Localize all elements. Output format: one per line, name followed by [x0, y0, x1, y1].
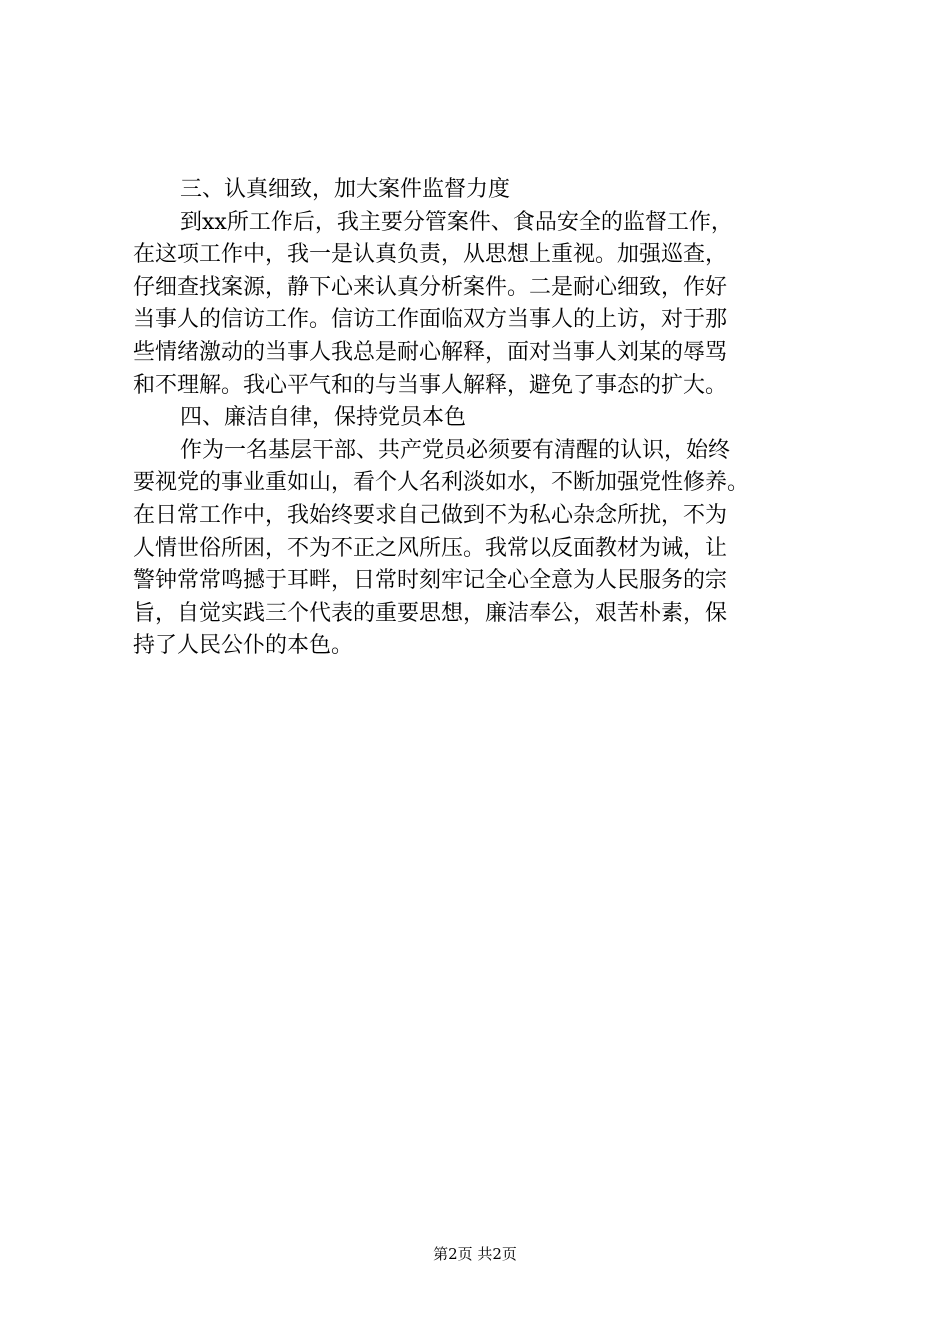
paragraph-line: 在这项工作中，我一是认真负责，从思想上重视。加强巡查，: [133, 242, 728, 268]
section-heading: 四、廉洁自律，保持党员本色: [180, 405, 467, 431]
paragraph-line: 和不理解。我心平气和的与当事人解释，避免了事态的扩大。: [133, 372, 728, 398]
paragraph-line: 作为一名基层干部、共产党员必须要有清醒的认识，始终: [180, 437, 731, 463]
paragraph-line: 旨，自觉实践三个代表的重要思想，廉洁奉公，艰苦朴素，保: [133, 600, 728, 626]
paragraph-line: 人情世俗所困，不为不正之风所压。我常以反面教材为诫，让: [133, 535, 728, 561]
paragraph-line: 要视党的事业重如山，看个人名利淡如水，不断加强党性修养。: [133, 470, 750, 496]
document-body: [133, 174, 833, 663]
section-heading: 三、认真细致，加大案件监督力度: [180, 177, 511, 202]
paragraph-line: 当事人的信访工作。信访工作面临双方当事人的上访，对于那: [133, 307, 728, 333]
paragraph-line: 持了人民公仆的本色。: [133, 633, 354, 659]
paragraph-line: 警钟常常鸣撼于耳畔，日常时刻牢记全心全意为人民服务的宗: [133, 568, 728, 594]
paragraph-line: 在日常工作中，我始终要求自己做到不为私心杂念所扰，不为: [133, 502, 728, 528]
paragraph-line: 仔细查找案源，静下心来认真分析案件。二是耐心细致，作好: [133, 274, 728, 300]
paragraph-line: 些情绪激动的当事人我总是耐心解释，面对当事人刘某的辱骂: [133, 339, 728, 365]
paragraph-line: 到xx所工作后，我主要分管案件、食品安全的监督工作，: [180, 209, 733, 235]
page-number-footer: 第2页 共2页: [433, 1245, 517, 1263]
